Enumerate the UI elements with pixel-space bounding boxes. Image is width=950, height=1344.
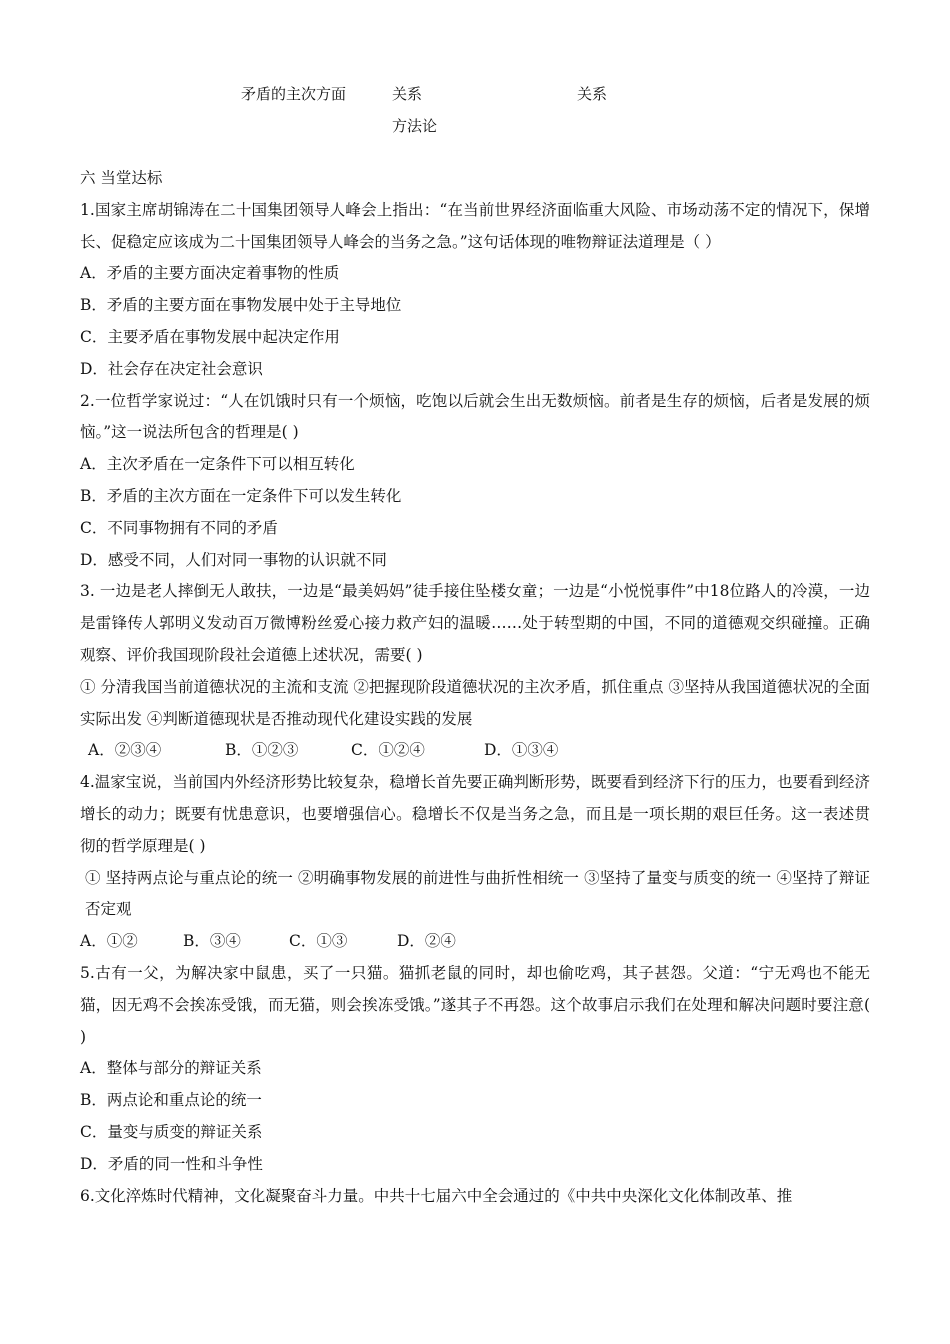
question-5-option-b: B．两点论和重点论的统一	[80, 1091, 262, 1110]
exercise-section	[80, 163, 870, 1212]
header-item-methodology: 方法论	[392, 117, 438, 135]
question-3-options	[80, 735, 870, 767]
question-5-option-a: A．整体与部分的辩证关系	[80, 1059, 262, 1078]
question-3-option-b: B．①②③	[225, 741, 299, 760]
question-4-option-b: B．③④	[183, 932, 241, 951]
question-4-option-a: A．①②	[80, 932, 138, 951]
question-4-options	[80, 926, 870, 958]
question-2-stem: 2.一位哲学家说过：“人在饥饿时只有一个烦恼，吃饱以后就会生出无数烦恼。前者是生存的烦恼，后者是发展的烦恼。”这一说法所包含的哲理是( )	[80, 391, 870, 442]
question-2-option-d: D．感受不同，人们对同一事物的认识就不同	[80, 550, 387, 569]
question-4-statements: ① 坚持两点论与重点论的统一 ②明确事物发展的前进性与曲折性相统一 ③坚持了量变与质变的统一 ④坚持了辩证否定观	[85, 868, 870, 919]
question-1-stem: 1.国家主席胡锦涛在二十国集团领导人峰会上指出：“在当前世界经济面临重大风险、市场动荡不定的情况下，保增长、促稳定应该成为二十国集团领导人峰会的当务之急。”这句话体现的唯物辩证法道理是（ ）	[80, 200, 870, 251]
question-1-option-d: D．社会存在决定社会意识	[80, 359, 263, 378]
question-1-option-a: A．矛盾的主要方面决定着事物的性质	[80, 264, 340, 283]
question-5-option-c: C．量变与质变的辩证关系	[80, 1122, 263, 1141]
header-item-principal-aspects: 矛盾的主次方面	[241, 85, 347, 103]
question-3-stem: 3. 一边是老人摔倒无人敢扶，一边是“最美妈妈”徒手接住坠楼女童；一边是“小悦悦事件”中18位路人的冷漠，一边是雷锋传人郭明义发动百万微博粉丝爱心接力救产妇的温暖……处于转型期的中国，不同的道德观交织碰撞。正确观察、评价我国现阶段社会道德上述状况，需要( )	[80, 582, 870, 664]
question-4-option-d: D．②④	[397, 932, 456, 951]
question-3-option-c: C．①②④	[351, 741, 425, 760]
question-2-option-b: B．矛盾的主次方面在一定条件下可以发生转化	[80, 486, 402, 505]
question-1-option-c: C．主要矛盾在事物发展中起决定作用	[80, 327, 340, 346]
question-5-option-d: D．矛盾的同一性和斗争性	[80, 1154, 263, 1173]
question-2-option-a: A．主次矛盾在一定条件下可以相互转化	[80, 455, 355, 474]
question-3-option-d: D．①③④	[484, 741, 559, 760]
question-6-stem: 6.文化淬炼时代精神，文化凝聚奋斗力量。中共十七届六中全会通过的《中共中央深化文化体制改革、推	[80, 1186, 793, 1205]
question-4-option-c: C．①③	[289, 932, 348, 951]
section-title: 六 当堂达标	[80, 169, 163, 187]
question-2-option-c: C．不同事物拥有不同的矛盾	[80, 518, 278, 537]
question-3-option-a: A．②③④	[88, 741, 162, 760]
question-5-stem: 5.古有一父，为解决家中鼠患，买了一只猫。猫抓老鼠的同时，却也偷吃鸡，其子甚怨。父道：“宁无鸡也不能无猫，因无鸡不会挨冻受饿，而无猫，则会挨冻受饿。”遂其子不再怨。这个故事启示我们在处理和解决问题时要注意( )	[80, 963, 870, 1046]
question-1-option-b: B．矛盾的主要方面在事物发展中处于主导地位	[80, 296, 402, 315]
header-item-relation-1: 关系	[392, 85, 423, 103]
header-item-relation-2: 关系	[577, 85, 608, 103]
question-4-stem: 4.温家宝说，当前国内外经济形势比较复杂，稳增长首先要正确判断形势，既要看到经济下行的压力，也要看到经济增长的动力；既要有忧患意识，也要增强信心。稳增长不仅是当务之急，而且是一项长期的艰巨任务。这一表述贯彻的哲学原理是( )	[80, 773, 870, 855]
question-3-statements: ① 分清我国当前道德状况的主流和支流 ②把握现阶段道德状况的主次矛盾，抓住重点 ③坚持从我国道德状况的全面实际出发 ④判断道德现状是否推动现代化建设实践的发展	[80, 677, 870, 728]
